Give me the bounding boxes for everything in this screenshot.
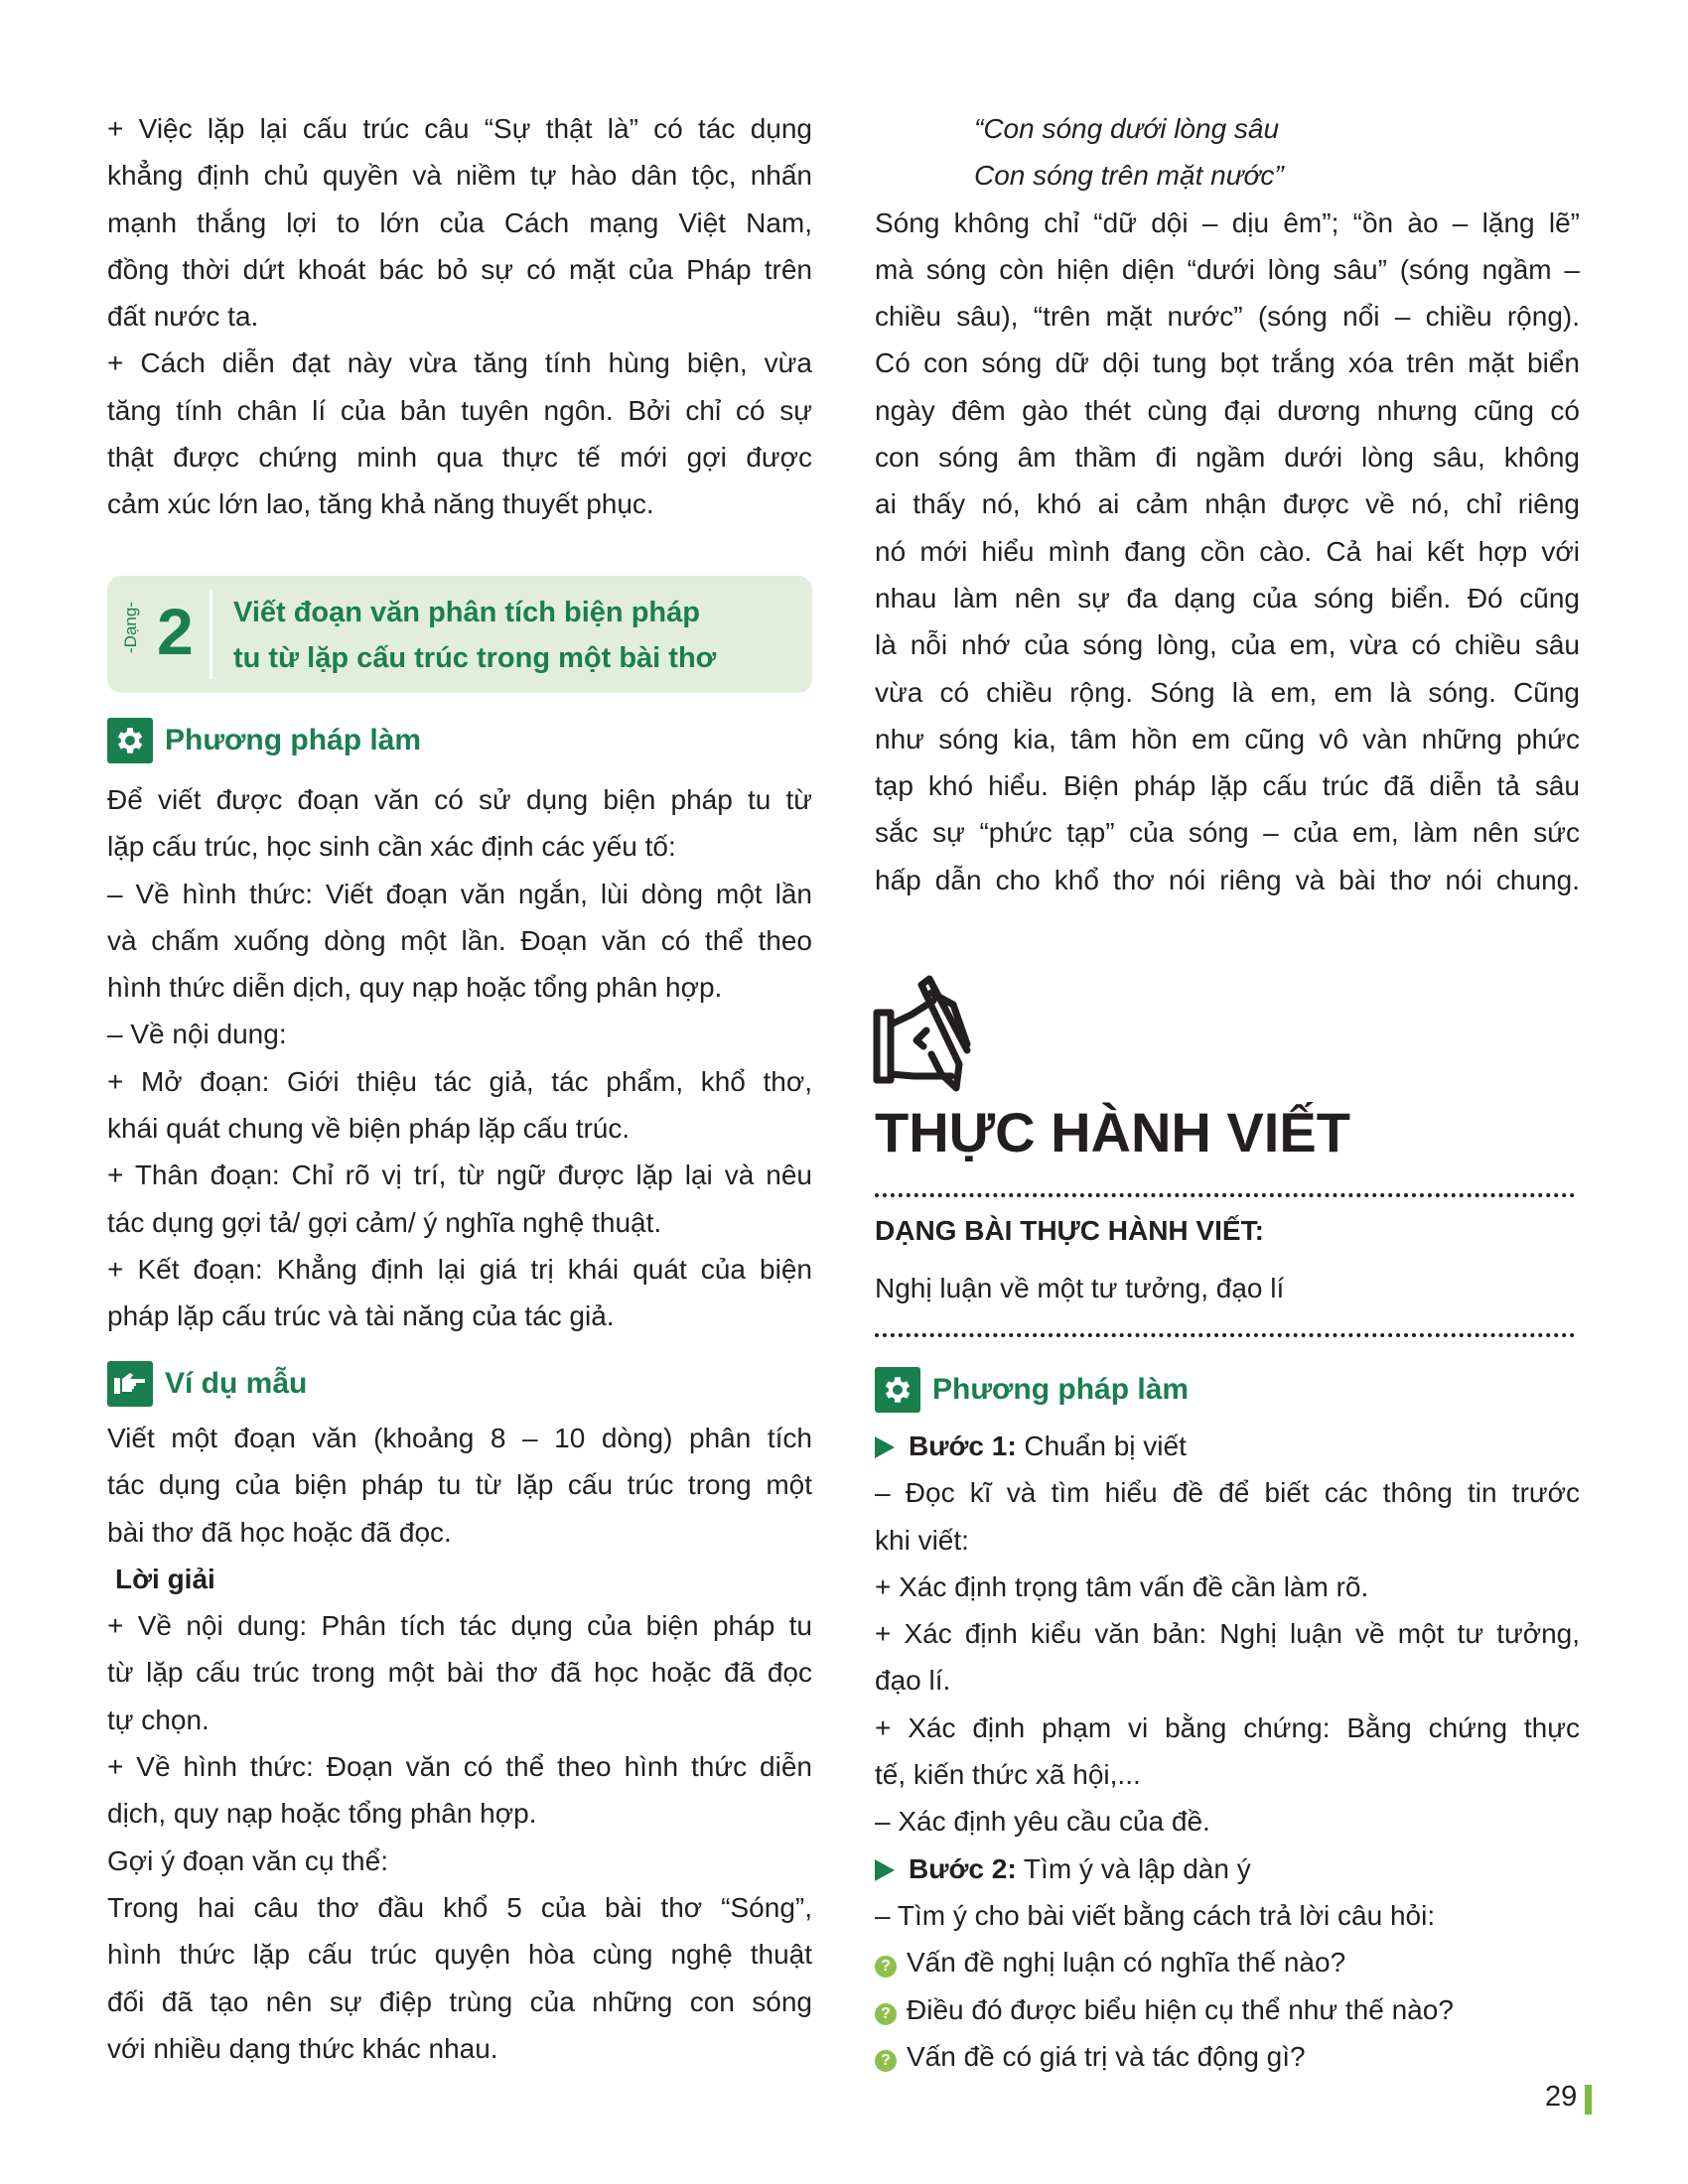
text-line: lặp cấu trúc, học sinh cần xác định các yếu tố: <box>107 831 676 863</box>
writing-hand-icon <box>872 965 981 1092</box>
dang-title-line: tu từ lặp cấu trúc trong một bài thơ <box>233 642 717 674</box>
left-example-text <box>107 1415 812 2072</box>
text-line: hình thức diễn dịch, quy nạp hoặc tổng phân hợp. <box>107 972 723 1004</box>
text-line: tác dụng của biện pháp tu từ lặp cấu trúc trong một <box>107 1469 812 1501</box>
question-text: Vấn đề nghị luận có nghĩa thế nào? <box>907 1947 1346 1979</box>
subheading: Lời giải <box>115 1563 215 1594</box>
divider <box>210 590 212 679</box>
text-line: pháp lặp cấu trúc và tài năng của tác giả. <box>107 1300 615 1332</box>
step-text: Tìm ý và lập dàn ý <box>1016 1852 1251 1884</box>
text-line: tạp khó hiểu. Biện pháp lặp cấu trúc đã diễn tả sâu <box>875 770 1580 802</box>
text-line: chiều sâu), “trên mặt nước” (sóng nổi – chiều rộng). <box>875 301 1580 333</box>
text-line: + Thân đoạn: Chỉ rõ vị trí, từ ngữ được lặp lại và nêu <box>107 1160 812 1191</box>
text-line: hấp dẫn cho khổ thơ nói riêng và bài thơ nói chung. <box>875 864 1580 895</box>
text-line: vừa có chiều rộng. Sóng là em, em là sóng. Cũng <box>875 676 1580 708</box>
text-line: Để viết được đoạn văn có sử dụng biện pháp tu từ <box>107 784 812 815</box>
text-line: đất nước ta. <box>107 301 259 333</box>
text-line: – Đọc kĩ và tìm hiểu đề để biết các thông tin trước <box>875 1477 1580 1509</box>
dotted-divider <box>875 1193 1575 1197</box>
text-line: + Việc lặp lại cấu trúc câu “Sự thật là” có tác dụng <box>107 113 812 144</box>
text-line: – Về hình thức: Viết đoạn văn ngắn, lùi dòng một lần <box>107 878 812 909</box>
text-line: cảm xúc lớn lao, tăng khả năng thuyết phục. <box>107 488 654 520</box>
text-line: nhau làm nên sự đa dạng của sóng biển. Đó cũng <box>875 582 1580 614</box>
question-icon: ? <box>875 2050 897 2072</box>
right-analysis-text <box>875 105 1580 903</box>
text-line: + Cách diễn đạt này vừa tăng tính hùng biện, vừa <box>107 347 812 379</box>
page-number-bar <box>1585 2085 1592 2115</box>
text-line: tự chọn. <box>107 1704 210 1735</box>
text-line: sắc sự “phức tạp” của sóng – của em, làm nên sức <box>875 817 1580 849</box>
practice-title: THỰC HÀNH VIẾT <box>875 1101 1350 1163</box>
text-line: mà sóng còn hiện diện “dưới lòng sâu” (sóng ngầm – <box>875 253 1580 285</box>
step-text: Chuẩn bị viết <box>1016 1431 1187 1461</box>
dang-number: 2 <box>157 595 194 668</box>
text-line: đồng thời dứt khoát bác bỏ sự có mặt của Pháp trên <box>107 253 812 285</box>
right-method-text <box>875 1423 1580 2080</box>
text-line: + Kết đoạn: Khẳng định lại giá trị khái quát của biện <box>107 1253 812 1285</box>
text-line: tác dụng gợi tả/ gợi cảm/ ý nghĩa nghệ thuật. <box>107 1206 662 1238</box>
left-intro-text <box>107 105 812 528</box>
text-line: dịch, quy nạp hoặc tổng phân hợp. <box>107 1798 537 1830</box>
text-line: Trong hai câu thơ đầu khổ 5 của bài thơ “Sóng”, <box>107 1891 812 1923</box>
dang-2-banner <box>107 576 812 693</box>
text-line: bài thơ đã học hoặc đã đọc. <box>107 1516 452 1548</box>
gear-icon <box>875 1367 920 1413</box>
practice-type-value: Nghị luận về một tư tưởng, đạo lí <box>875 1273 1285 1303</box>
text-line: khái quát chung về biện pháp lặp cấu trúc. <box>107 1113 631 1145</box>
method-heading-label: Phương pháp làm <box>932 1373 1190 1406</box>
text-line: ai thấy nó, khó ai cảm nhận được về nó, chỉ riêng <box>875 488 1580 520</box>
question-item <box>875 1986 1580 2033</box>
dang-title <box>233 590 716 681</box>
left-method-text <box>107 776 812 1340</box>
text-line: mạnh thắng lợi to lớn của Cách mạng Việt Nam, <box>107 206 812 238</box>
text-line: + Về nội dung: Phân tích tác dụng của biện pháp tu <box>107 1610 812 1642</box>
text-line: Có con sóng dữ dội tung bọt trắng xóa trên mặt biển <box>875 347 1580 379</box>
question-text: Điều đó được biểu hiện cụ thể như thế nào? <box>907 1993 1454 2025</box>
play-triangle-icon <box>875 1436 895 1458</box>
step-label: Bước 1: <box>909 1431 1017 1461</box>
step-line <box>875 1845 1580 1892</box>
text-line: + Xác định kiểu văn bản: Nghị luận về một tư tưởng, <box>875 1618 1580 1650</box>
text-line: đối đã tạo nên sự điệp trùng của những con sóng <box>107 1985 812 2017</box>
text-line: – Về nội dung: <box>107 1019 287 1050</box>
text-line: – Tìm ý cho bài viết bằng cách trả lời câu hỏi: <box>875 1899 1436 1931</box>
method-heading-label: Phương pháp làm <box>165 724 422 756</box>
practice-type-label: DẠNG BÀI THỰC HÀNH VIẾT: <box>875 1215 1264 1246</box>
text-line: con sóng âm thầm đi ngầm dưới lòng sâu, không <box>875 442 1580 474</box>
text-line: và chấm xuống dòng một lần. Đoạn văn có thể theo <box>107 924 812 956</box>
text-line: + Mở đoạn: Giới thiệu tác giả, tác phẩm, khổ thơ, <box>107 1065 812 1097</box>
question-icon: ? <box>875 2003 897 2025</box>
text-line: nó mới hiểu mình đang cồn cào. Cả hai kết hợp với <box>875 535 1580 567</box>
text-line: từ lặp cấu trúc trong một bài thơ đã học hoặc đã đọc <box>107 1657 812 1689</box>
play-triangle-icon <box>875 1859 895 1881</box>
text-line: đạo lí. <box>875 1665 951 1697</box>
text-line: khẳng định chủ quyền và niềm tự hào dân tộc, nhấn <box>107 160 812 192</box>
text-line: Gợi ý đoạn văn cụ thể: <box>107 1844 388 1876</box>
text-line: Sóng không chỉ “dữ dội – dịu êm”; “ồn ào – lặng lẽ” <box>875 206 1580 238</box>
text-line: tế, kiến thức xã hội,... <box>875 1759 1141 1791</box>
text-line: + Xác định trọng tâm vấn đề cần làm rõ. <box>875 1570 1369 1602</box>
poem-line: Con sóng trên mặt nước” <box>974 160 1284 192</box>
text-line: + Về hình thức: Đoạn văn có thể theo hình thức diễn <box>107 1751 812 1783</box>
text-line: như sóng kia, tâm hồn em cũng vô vàn những phức <box>875 723 1580 754</box>
gear-icon <box>107 718 153 763</box>
method-heading-right <box>875 1367 1189 1413</box>
method-heading-left <box>107 718 421 763</box>
question-icon: ? <box>875 1956 897 1978</box>
question-item <box>875 1939 1580 1985</box>
text-line: tăng tính chân lí của bản tuyên ngôn. Bởi chỉ có sự <box>107 394 812 426</box>
example-heading <box>107 1361 307 1407</box>
text-line: – Xác định yêu cầu của đề. <box>875 1806 1210 1838</box>
dang-title-line: Viết đoạn văn phân tích biện pháp <box>233 597 700 628</box>
text-line: hình thức lặp cấu trúc quyện hòa cùng nghệ thuật <box>107 1939 812 1971</box>
question-text: Vấn đề có giá trị và tác động gì? <box>907 2040 1306 2072</box>
text-line: ngày đêm gào thét cùng đại dương nhưng cũng có <box>875 394 1580 426</box>
example-heading-label: Ví dụ mẫu <box>165 1367 308 1400</box>
text-line: thật được chứng minh qua thực tế mới gợi được <box>107 442 812 474</box>
dang-label: -Dạng- <box>121 602 140 653</box>
step-line <box>875 1423 1580 1469</box>
dotted-divider <box>875 1333 1575 1337</box>
text-line: Viết một đoạn văn (khoảng 8 – 10 dòng) phân tích <box>107 1423 812 1453</box>
text-line: khi viết: <box>875 1524 969 1556</box>
step-label: Bước 2: <box>909 1852 1017 1884</box>
poem-line: “Con sóng dưới lòng sâu <box>974 113 1280 144</box>
pointing-hand-icon <box>107 1361 153 1407</box>
page-number: 29 <box>1545 2081 1578 2113</box>
question-item <box>875 2033 1580 2080</box>
text-line: + Xác định phạm vi bằng chứng: Bằng chứng thực <box>875 1711 1580 1743</box>
text-line: với nhiều dạng thức khác nhau. <box>107 2032 498 2064</box>
text-line: là nỗi nhớ của sóng lòng, của em, vừa có chiều sâu <box>875 629 1580 661</box>
